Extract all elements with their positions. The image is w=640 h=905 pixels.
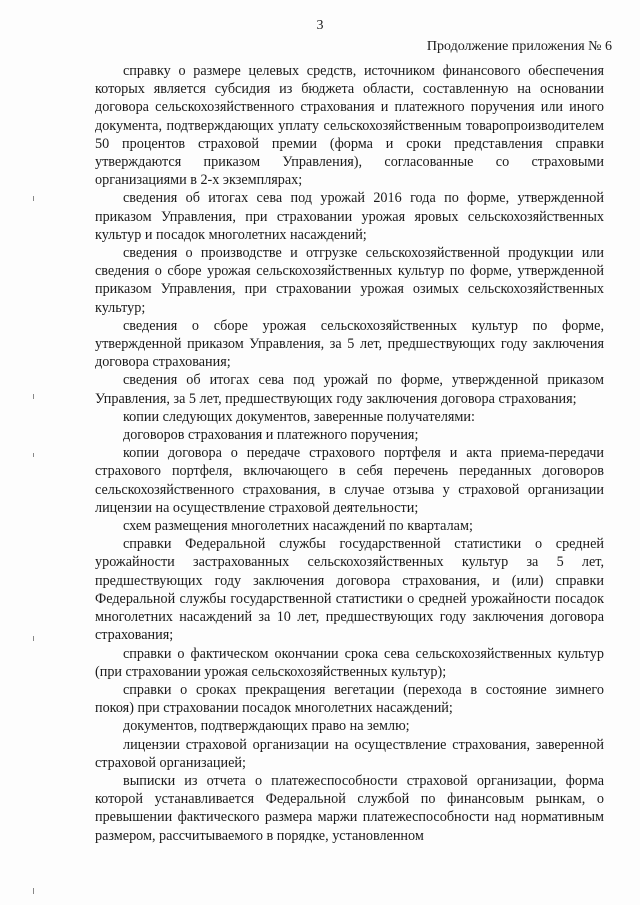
- page-number: 3: [316, 18, 324, 33]
- paragraph: справки Федеральной службы государственной статистики о средней урожайности застрахованных сельскохозяйственных культур за 5 лет, предшествующих году заключения договора страхования, и (или) справки Федеральной службы государственной статистики о средней урожайности посадок многолетних насаждений за 10 лет, предшествующих году заключения договора страхования;: [95, 536, 604, 644]
- paragraph: справку о размере целевых средств, источником финансового обеспечения которых является субсидия из бюджета области, составленную на основании договора сельскохозяйственного страхования и платежного поручения или иного документа, подтверждающих уплату сельскохозяйственным товаропроизводителем 50 процентов страховой премии (форма и сроки представления справки утверждаются приказом Управления), согласованные со страховыми организациями в 2-х экземплярах;: [95, 63, 604, 189]
- appendix-note: Продолжение приложения № 6: [426, 39, 612, 54]
- paragraph: сведения о производстве и отгрузке сельскохозяйственной продукции или сведения о сборе урожая сельскохозяйственных культур по форме, утвержденной приказом Управления, при страховании урожая озимых сельскохозяйственных культур;: [95, 245, 604, 316]
- paragraph: сведения об итогах сева под урожай 2016 года по форме, утвержденной приказом Управления, при страховании урожая яровых сельскохозяйственных культур и посадок многолетних насаждений;: [95, 190, 604, 243]
- paragraph: договоров страхования и платежного поручения;: [123, 427, 419, 444]
- paragraph: справки о сроках прекращения вегетации (перехода в состояние зимнего покоя) при страховании посадок многолетних насаждений;: [95, 681, 604, 717]
- paragraph: сведения об итогах сева под урожай по форме, утвержденной приказом Управления, за 5 лет, предшествующих году заключения договора страхования;: [95, 372, 604, 407]
- scan-margin-mark: [33, 394, 34, 399]
- document-body: [95, 62, 604, 845]
- scan-margin-mark: [33, 636, 34, 641]
- paragraph: выписки из отчета о платежеспособности страховой организации, форма которой устанавливается Федеральной службой по финансовым рынкам, о превышении фактического размера маржи платежеспособности над нормативным размером, рассчитываемого в порядке, установленном: [95, 772, 604, 844]
- paragraph: справки о фактическом окончании срока сева сельскохозяйственных культур (при страховании урожая сельскохозяйственных культур);: [95, 645, 604, 680]
- paragraph: лицензии страховой организации на осуществление страхования, заверенной страховой организацией;: [95, 736, 604, 771]
- paragraph: копии договора о передаче страхового портфеля и акта приема-передачи страхового портфеля, включающего в себя перечень переданных договоров сельскохозяйственного страхования, в случае отзыва у страховой организации лицензии на осуществление страховой деятельности;: [95, 445, 604, 516]
- paragraph: схем размещения многолетних насаждений по кварталам;: [123, 518, 473, 535]
- paragraph: документов, подтверждающих право на землю;: [123, 718, 410, 735]
- paragraph: сведения о сборе урожая сельскохозяйственных культур по форме, утвержденной приказом Управления, за 5 лет, предшествующих году заключения договора страхования;: [95, 317, 604, 371]
- scan-margin-mark: [33, 453, 34, 457]
- scan-margin-mark: [33, 196, 34, 201]
- scan-margin-mark: [33, 888, 34, 894]
- paragraph: копии следующих документов, заверенные получателями:: [123, 408, 475, 425]
